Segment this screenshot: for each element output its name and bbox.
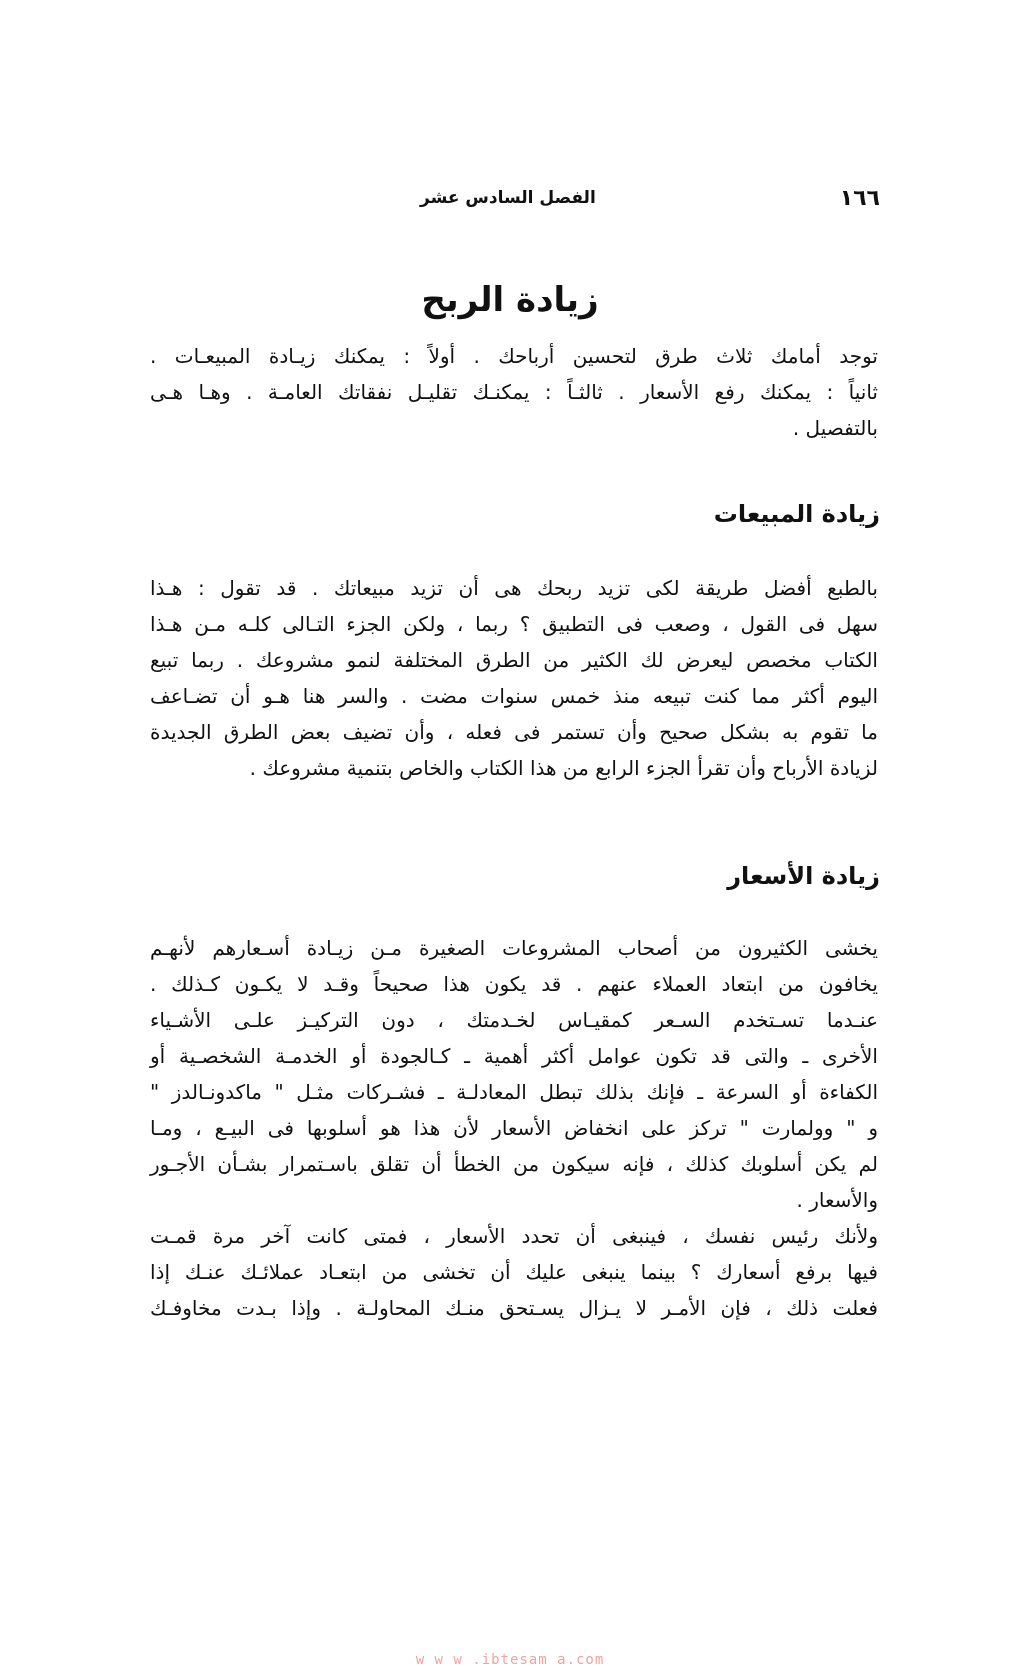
text-line: لم يكن أسلوبك كذلك ، فإنه سيكون من الخطأ أن تقلق باسـتمرار بشـأن الأجـور bbox=[150, 1152, 878, 1176]
section-heading-prices: زيادة الأسعار bbox=[727, 862, 880, 890]
text-line: بالتفصيل . bbox=[792, 416, 878, 440]
website-watermark: w w w .ibtesam a.com bbox=[415, 1652, 605, 1668]
text-line: الأخرى ـ والتى قد تكون عوامل أكثر أهمية ـ كـالجودة أو الخدمـة الشخصـية أو bbox=[150, 1044, 878, 1068]
text-line: فعلت ذلك ، فإن الأمـر لا يـزال يسـتحق منـك المحاولـة . وإذا بـدت مخاوفـك bbox=[150, 1296, 878, 1320]
text-line: فيها برفع أسعارك ؟ بينما ينبغى عليك أن تخشى من ابتعـاد عملائـك عنـك إذا bbox=[150, 1260, 878, 1284]
text-line: اليوم أكثر مما كنت تبيعه منذ خمس سنوات مضت . والسر هنا هـو أن تضـاعف bbox=[150, 684, 878, 708]
text-line: عنـدما تسـتخدم السـعر كمقيـاس لخـدمتك ، دون التركيـز علـى الأشـياء bbox=[150, 1008, 878, 1032]
text-line: لزيادة الأرباح وأن تقرأ الجزء الرابع من هذا الكتاب والخاص بتنمية مشروعك . bbox=[249, 756, 878, 780]
prices-paragraph-1 bbox=[150, 930, 878, 1218]
text-line: ثانياً : يمكنك رفع الأسعار . ثالثـاً : يمكنـك تقليـل نفقاتك العامـة . وهـا هـى bbox=[150, 380, 878, 404]
text-line: ولأنك رئيس نفسك ، فينبغى أن تحدد الأسعار ، فمتى كانت آخر مرة قمـت bbox=[150, 1224, 878, 1248]
chapter-title: الفصل السادس عشر bbox=[420, 188, 596, 208]
text-line: توجد أمامك ثلاث طرق لتحسين أرباحك . أولاً : يمكنك زيـادة المبيعـات . bbox=[150, 344, 878, 368]
intro-paragraph bbox=[150, 338, 878, 446]
text-line: والأسعار . bbox=[796, 1188, 878, 1212]
text-line: و " وولمارت " تركز على انخفاض الأسعار لأن هذا هو أسلوبها فى البيـع ، ومـا bbox=[150, 1116, 878, 1140]
section-heading-sales: زيادة المبيعات bbox=[713, 500, 880, 528]
page-title: زيادة الربح bbox=[421, 280, 599, 320]
running-header bbox=[420, 186, 880, 216]
text-line: الكفاءة أو السرعة ـ فإنك بذلك تبطل المعادلـة ـ فشـركات مثـل " ماكدونـالدز " bbox=[150, 1080, 878, 1104]
text-line: يخشى الكثيرون من أصحاب المشروعات الصغيرة مـن زيـادة أسـعارهم لأنهـم bbox=[150, 936, 878, 960]
sales-paragraph bbox=[150, 570, 878, 786]
text-line: سهل فى القول ، وصعب فى التطبيق ؟ ربما ، ولكن الجزء التـالى كلـه مـن هـذا bbox=[150, 612, 878, 636]
page-number: ١٦٦ bbox=[839, 186, 880, 211]
text-line: ما تقوم به بشكل صحيح وأن تستمر فى فعله ، وأن تضيف بعض الطرق الجديدة bbox=[150, 720, 878, 744]
text-line: الكتاب مخصص ليعرض لك الكثير من الطرق المختلفة لنمو مشروعك . ربما تبيع bbox=[150, 648, 878, 672]
prices-paragraph-2 bbox=[150, 1218, 878, 1326]
text-line: يخافون من ابتعاد العملاء عنهم . قد يكون هذا صحيحاً وقـد لا يكـون كـذلك . bbox=[150, 972, 878, 996]
text-line: بالطبع أفضل طريقة لكى تزيد ربحك هى أن تزيد مبيعاتك . قد تقول : هـذا bbox=[150, 576, 878, 600]
